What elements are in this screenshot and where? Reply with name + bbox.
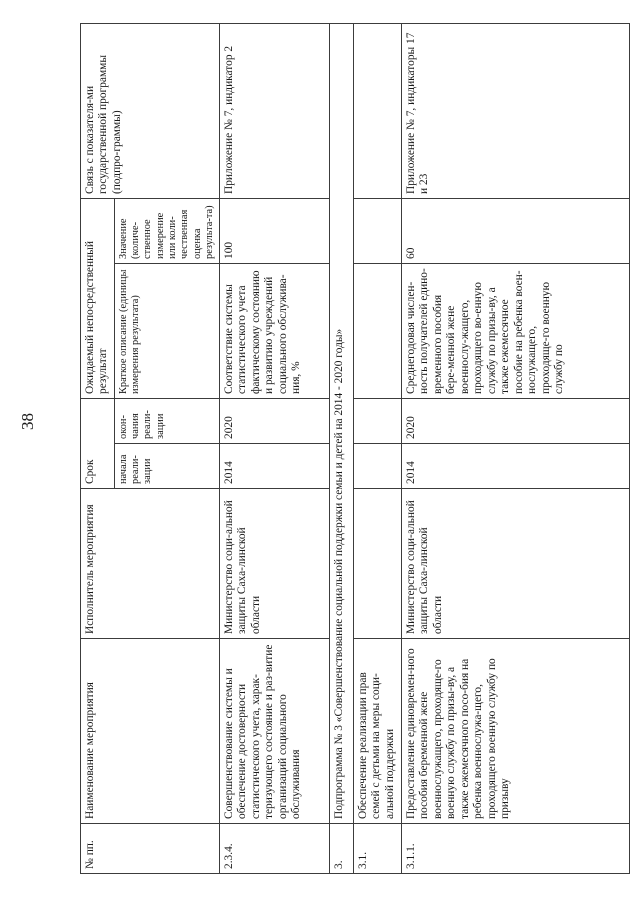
header-term-end: окон-чания реали-зации [114, 399, 219, 444]
row-link [354, 23, 402, 198]
table-row [220, 23, 330, 873]
row-num: 2.3.4. [220, 824, 330, 874]
row-value: 60 [402, 198, 630, 263]
row-end: 2020 [220, 399, 330, 444]
row-executor [354, 489, 402, 639]
header-num: № пп. [81, 824, 220, 874]
row-link: Приложение № 7, индикаторы 17 и 23 [402, 23, 630, 198]
row-desc [354, 264, 402, 399]
row-executor: Министерство соци-альной защиты Саха-линской области [402, 489, 630, 639]
table-row [354, 23, 402, 873]
section-num: 3. [330, 824, 354, 874]
page-number: 38 [18, 413, 37, 430]
row-value: 100 [220, 198, 330, 263]
header-term: Срок [81, 399, 115, 489]
row-start: 2014 [220, 444, 330, 489]
row-start: 2014 [402, 444, 630, 489]
row-name: Совершенствование системы и обеспечение достоверности статистического учета, харак-теризующего состояние и раз-витие организаций социального обслуживания [220, 639, 330, 824]
row-end: 2020 [402, 399, 630, 444]
row-executor: Министерство соци-альной защиты Саха-линской области [220, 489, 330, 639]
header-row-1 [81, 23, 115, 873]
row-name: Предоставление единовремен-ного пособия беременной жене военнослужащего, проходяще-го военную службу по призы-ву, а также ежемесячного посо-бия на ребенка военнослужа-щего, проходящего военную службу по призыву [402, 639, 630, 824]
header-executor: Исполнитель мероприятия [81, 489, 220, 639]
row-desc: Среднегодовая числен-ность получателей едино-временного пособия бере-менной жене военнослу-жащего, проходящего во-енную службу по призы-ву, а также ежемесячное пособие на ребенка воен-нослужащего, проходяще-го военную службу по [402, 264, 630, 399]
table-row [402, 23, 630, 873]
row-start [354, 444, 402, 489]
row-link: Приложение № 7, индикатор 2 [220, 23, 330, 198]
rotated-table-container [80, 24, 630, 874]
row-num: 3.1. [354, 824, 402, 874]
header-result: Ожидаемый непосредственный результат [81, 198, 115, 398]
header-result-value: Значение (количе-ственное измерение или коли-чественная оценка результа-та) [114, 198, 219, 263]
measures-table [80, 23, 630, 874]
row-name: Обеспечение реализации прав семей с детьми на меры соци-альной поддержки [354, 639, 402, 824]
row-num: 3.1.1. [402, 824, 630, 874]
section-row [330, 23, 354, 873]
header-result-desc: Краткое описание (единицы измерения результата) [114, 264, 219, 399]
row-value [354, 198, 402, 263]
header-link: Связь с показателя-ми государственной программы (подпро-граммы) [81, 23, 220, 198]
row-end [354, 399, 402, 444]
section-title: Подпрограмма № 3 «Совершенствование социальной поддержки семьи и детей на 2014 - 2020 годы» [330, 23, 354, 823]
header-term-start: начала реали-зации [114, 444, 219, 489]
header-name: Наименование мероприятия [81, 639, 220, 824]
row-desc: Соответствие системы статистического учета фактическому состоянию и развитию учреждений социального обслужива-ния, % [220, 264, 330, 399]
